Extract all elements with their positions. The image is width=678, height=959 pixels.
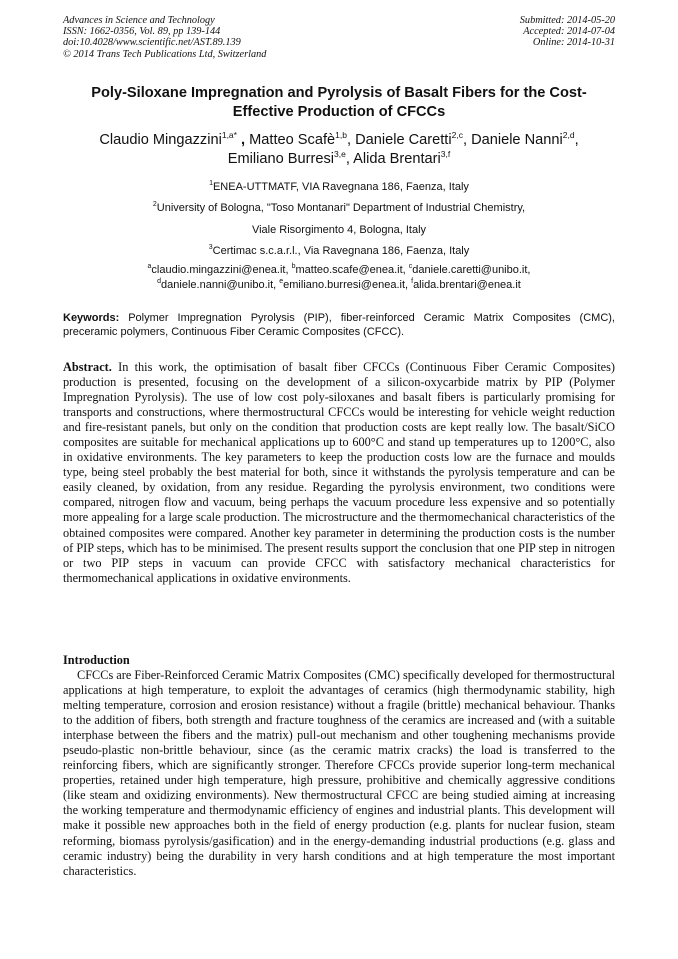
affiliation-text: ENEA-UTTMATF, VIA Ravegnana 186, Faenza, Italy (212, 181, 469, 193)
email-link[interactable]: alida.brentari@enea.it (413, 278, 521, 291)
date-online: Online: 2014-10-31 (532, 37, 615, 49)
email-sup: d (157, 277, 162, 285)
dates-header (520, 15, 615, 49)
author-separator: , (574, 132, 579, 148)
author-name: Daniele Nanni (471, 132, 563, 148)
affiliation-list (63, 177, 615, 262)
affiliation-text: University of Bologna, "Toso Montanari" Department of Industrial Chemistry, (156, 202, 526, 215)
author-name: Emiliano Burresi (227, 151, 335, 167)
author-sup: 1,a* (221, 130, 237, 140)
email-link[interactable]: matteo.scafe@enea.it, (295, 264, 409, 276)
keywords-section (63, 311, 615, 340)
author-sup: 2,d (562, 130, 575, 140)
author-name: Claudio Mingazzini (99, 132, 222, 148)
date-submitted: Submitted: 2014-05-20 (519, 15, 615, 26)
abstract-label: Abstract. (63, 360, 112, 374)
affiliation-text: Certimac s.c.a.r.l., Via Ravegnana 186, Faenza, Italy (212, 244, 470, 257)
email-link[interactable]: emiliano.burresi@enea.it, (283, 278, 412, 291)
affiliation-sup: 3 (208, 243, 213, 251)
email-link[interactable]: daniele.caretti@unibo.it, (412, 264, 531, 276)
author-sup: 3,f (440, 149, 451, 159)
affiliation-text: Viale Risorgimento 4, Bologna, Italy (251, 223, 427, 236)
author-name: Matteo Scafè (249, 132, 336, 148)
abstract-section (63, 360, 615, 586)
email-list (63, 263, 615, 292)
keywords-label: Keywords: (63, 312, 120, 324)
author-sup: 1,b (335, 130, 347, 140)
email-sup: a (147, 263, 152, 270)
affiliation-sup: 1 (209, 180, 213, 187)
paper-title: Poly-Siloxane Impregnation and Pyrolysis of Basalt Fibers for the Cost-Effective Production of CFCCs (91, 85, 587, 120)
introduction-heading: Introduction (63, 653, 130, 667)
author-separator: , (346, 132, 356, 148)
affiliation (63, 198, 615, 219)
author-list (63, 131, 615, 169)
email-line (63, 278, 615, 293)
author-sup: 2,c (451, 130, 463, 140)
affiliation (63, 220, 615, 241)
date-accepted: Accepted: 2014-07-04 (523, 26, 615, 38)
affiliation-sup: 2 (152, 201, 157, 209)
email-link[interactable]: claudio.mingazzini@enea.it, (151, 264, 292, 276)
author-separator: , (345, 151, 354, 167)
author-sup: 3,e (334, 149, 346, 159)
journal-header (63, 15, 266, 60)
journal-doi: doi:10.4028/www.scientific.net/AST.89.139 (63, 37, 241, 49)
email-link[interactable]: daniele.nanni@unibo.it, (161, 278, 280, 291)
author-name: Alida Brentari (353, 151, 441, 167)
author-separator: , (236, 132, 250, 148)
introduction-paragraph: CFCCs are Fiber-Reinforced Ceramic Matrix Composites (CMC) specifically developed for thermostructural applications at high temperature, to exploit the advantages of ceramics (high thermodynamic stability, high melting temperature, corrosion and erosion resistance) without a fragile (brittle) mechanical behaviour. Thanks to the addition of fibers, both strength and fracture toughness of the ceramics are increased and (with a suitable interphase between the fibers and the matrix) pull-out mechanism and other toughening mechanisms provide pseudo-plastic non-brittle behaviour, since (as the ceramic matrix cracks) the load is transferred to the reinforcing fibers, which are significantly stronger. Therefore CFCCs provide superior long-term mechanical properties, retained under high temperature, high pressure, prohibitive and chemically aggressive conditions (like steam and oxidizing environments). New thermostructural CFCC are being studied aiming at increasing the working temperature and thermodynamic efficiency of engines and industrial plants. This development will make it possible new approaches both in the field of energy production (e.g. plants for nuclear fusion, steam reforming, biomass pyrolysis/gasification) and in the energy-demanding industrial productions (e.g. glass and ceramic industry) being the durability in very harsh conditions and at high temperature the most important characteristics. (63, 668, 615, 878)
affiliation (63, 241, 615, 262)
author-name: Daniele Caretti (355, 132, 452, 148)
email-sup: e (279, 277, 284, 285)
journal-name: Advances in Science and Technology (63, 15, 215, 26)
affiliation (63, 177, 615, 198)
journal-copyright: © 2014 Trans Tech Publications Ltd, Switzerland (63, 48, 267, 60)
author-separator: , (462, 132, 472, 148)
abstract-text: In this work, the optimisation of basalt fiber CFCCs (Continuous Fiber Ceramic Composites) production is presented, focusing on the development of a silicon-oxycarbide matrix by PIP (Polymer Impregnation Pyrolysis). The use of low cost poly-siloxanes and basalt fibers is particularly promising for transports and constructions, where thermostructural CFCCs would be interesting for vehicle weight reduction and fire-resistant panels, but only on the condition that production costs are kept really low. The basalt/SiCO composites are suitable for mechanical applications up to 600°C and stand up temperatures up to 1200°C, also in oxidative environments. The key parameters to keep the production costs low are the furnace and moulds type, being steel probably the best material for both, since it withstands the pyrolysis temperature and can be easily cleaned, by oxidation, from any residue. Regarding the pyrolysis environment, two conditions were compared, nitrogen flow and vacuum, being perhaps the vacuum procedure less expensive and so potentially more appealing for a large scale production. The microstructure and the thermomechanical characteristics of the obtained composites were compared. Another key parameter in determining the production costs is the number of PIP steps, which has to be minimised. The present results support the conclusion that one PIP step in nitrogen or two PIP steps in vacuum can provide CFCC with satisfactory mechanical characteristics for thermomechanical applications in oxidative environments. (63, 360, 615, 585)
email-sup: b (291, 263, 296, 270)
keywords-text: Polymer Impregnation Pyrolysis (PIP), fiber-reinforced Ceramic Matrix Composites (CMC), preceramic polymers, Continuous Fiber Ceramic Composites (CFCC). (63, 312, 615, 339)
journal-issn: ISSN: 1662-0356, Vol. 89, pp 139-144 (63, 26, 221, 38)
email-line (63, 263, 615, 278)
email-sup: c (408, 263, 413, 270)
email-sup: f (411, 277, 414, 285)
